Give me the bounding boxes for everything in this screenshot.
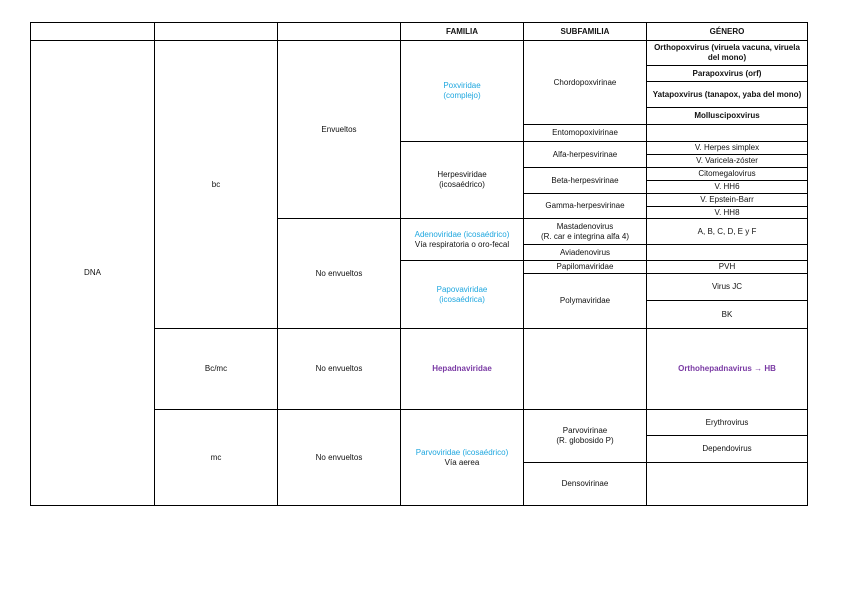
subfamily-empty bbox=[523, 328, 647, 410]
genus-parapoxvirus: Parapoxvirus (orf) bbox=[646, 65, 808, 82]
family-hepadnaviridae-name: Hepadnaviridae bbox=[432, 364, 492, 373]
genus-yatapoxvirus: Yatapoxvirus (tanapox, yaba del mono) bbox=[646, 81, 808, 108]
family-parvoviridae-name: Parvoviridae (icosaédrico) bbox=[415, 447, 509, 457]
family-adenoviridae-note: Vía respiratoria o oro-fecal bbox=[414, 239, 510, 249]
subfamily-mastadenovirus-name: Mastadenovirus bbox=[556, 221, 614, 231]
genus-hh8: V. HH8 bbox=[646, 206, 808, 219]
genus-empty bbox=[646, 244, 808, 261]
subfamily-polymaviridae: Polymaviridae bbox=[523, 273, 647, 329]
genus-herpes-simplex: V. Herpes simplex bbox=[646, 141, 808, 155]
header-empty-3 bbox=[277, 22, 401, 41]
subfamily-papilomaviridae: Papilomaviridae bbox=[523, 260, 647, 274]
genus-citomegalovirus: Citomegalovirus bbox=[646, 167, 808, 181]
genus-orthopoxvirus: Orthopoxvirus (viruela vacuna, viruela del mono) bbox=[646, 40, 808, 66]
family-parvoviridae-note: Vía aerea bbox=[444, 457, 480, 467]
subfamily-mastadenovirus-note: (R. car e integrina alfa 4) bbox=[540, 231, 630, 241]
genus-pvh: PVH bbox=[646, 260, 808, 274]
family-herpesviridae bbox=[400, 141, 524, 219]
family-herpesviridae-note: (icosaédrico) bbox=[439, 180, 485, 189]
subfamily-gamma-herpesvirinae: Gamma-herpesvirinae bbox=[523, 193, 647, 219]
family-papovaviridae bbox=[400, 260, 524, 329]
genus-dependovirus: Dependovirus bbox=[646, 435, 808, 463]
group-envueltos: Envueltos bbox=[277, 40, 401, 219]
genus-virus-jc: Virus JC bbox=[646, 273, 808, 301]
genus-adenovirus-types: A, B, C, D, E y F bbox=[646, 218, 808, 245]
subfamily-parvovirinae bbox=[523, 409, 647, 463]
subfamily-entomopoxivirinae: Entomopoxivirinae bbox=[523, 124, 647, 142]
genus-hh6: V. HH6 bbox=[646, 180, 808, 194]
subfamily-densovirinae: Densovirinae bbox=[523, 462, 647, 506]
family-adenoviridae bbox=[400, 218, 524, 261]
group-bc-mc: Bc/mc bbox=[154, 328, 278, 410]
genus-epstein-barr: V. Epstein-Barr bbox=[646, 193, 808, 207]
family-adenoviridae-name: Adenoviridae (icosaédrico) bbox=[414, 229, 510, 239]
genus-erythrovirus: Erythrovirus bbox=[646, 409, 808, 436]
genus-empty bbox=[646, 124, 808, 142]
genus-molluscipoxvirus: Molluscipoxvirus bbox=[646, 107, 808, 125]
family-parvoviridae bbox=[400, 409, 524, 506]
subfamily-beta-herpesvirinae: Beta-herpesvirinae bbox=[523, 167, 647, 194]
family-hepadnaviridae bbox=[400, 328, 524, 410]
subfamily-parvovirinae-note: (R. globosido P) bbox=[556, 436, 614, 445]
header-genero: GÉNERO bbox=[646, 22, 808, 41]
subfamily-aviadenovirus: Aviadenovirus bbox=[523, 244, 647, 261]
group-no-envueltos-3: No envueltos bbox=[277, 409, 401, 506]
group-no-envueltos-1: No envueltos bbox=[277, 218, 401, 329]
subfamily-parvovirinae-name: Parvovirinae bbox=[562, 426, 608, 435]
family-poxviridae bbox=[400, 40, 524, 142]
genus-varicela: V. Varicela-zóster bbox=[646, 154, 808, 168]
family-poxviridae-name: Poxviridae bbox=[443, 81, 481, 90]
group-mc: mc bbox=[154, 409, 278, 506]
genus-bk: BK bbox=[646, 300, 808, 329]
group-no-envueltos-2: No envueltos bbox=[277, 328, 401, 410]
header-subfamilia: SUBFAMILIA bbox=[523, 22, 647, 41]
family-papovaviridae-name: Papovaviridae bbox=[436, 284, 488, 294]
genus-orthohepadnavirus-text: Orthohepadnavirus → HB bbox=[678, 364, 776, 373]
family-papovaviridae-note: (icosaédrica) bbox=[439, 294, 485, 304]
subfamily-alfa-herpesvirinae: Alfa-herpesvirinae bbox=[523, 141, 647, 168]
genus-orthohepadnavirus bbox=[646, 328, 808, 410]
subfamily-chordopoxvirinae: Chordopoxvirinae bbox=[523, 40, 647, 125]
header-empty-2 bbox=[154, 22, 278, 41]
genus-empty bbox=[646, 462, 808, 506]
family-herpesviridae-name: Herpesviridae bbox=[437, 170, 487, 179]
group-bc: bc bbox=[154, 40, 278, 329]
dna-cell: DNA bbox=[30, 40, 155, 506]
family-poxviridae-note: (complejo) bbox=[443, 91, 481, 100]
header-familia: FAMILIA bbox=[400, 22, 524, 41]
header-empty-1 bbox=[30, 22, 155, 41]
subfamily-mastadenovirus bbox=[523, 218, 647, 245]
